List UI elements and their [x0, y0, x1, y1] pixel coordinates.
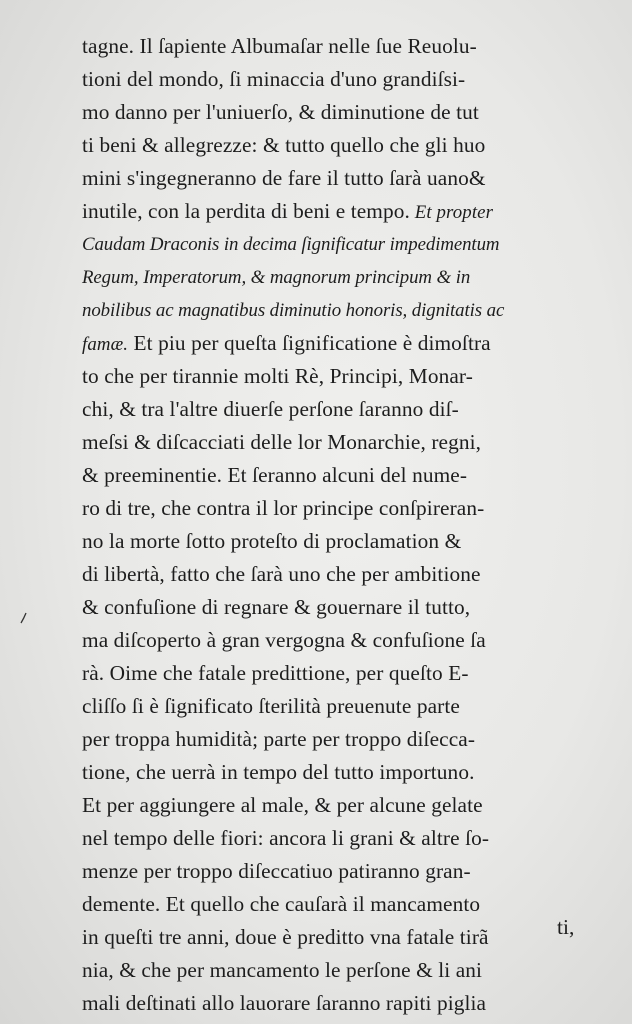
roman-segment: Et piu per queſta ſignificatione è dimoſtra — [128, 331, 491, 355]
text-line: chi, & tra l'altre diuerſe perſone ſaranno diſ- — [82, 397, 459, 421]
text-line: demente. Et quello che cauſarà il mancamento — [82, 892, 481, 916]
text-line: per troppa humidità; parte per troppo diſecca- — [82, 727, 476, 751]
latin-italic-line: nobilibus ac magnatibus diminutio honoris, dignitatis ac — [82, 300, 505, 321]
catchword: ti, — [557, 915, 575, 939]
latin-italic-line: Regum, Imperatorum, & magnorum principum & in — [82, 267, 471, 288]
text-line — [82, 195, 598, 228]
text-line: di libertà, fatto che ſarà uno che per ambitione — [82, 562, 481, 586]
text-line: to che per tirannie molti Rè, Principi, Monar- — [82, 364, 473, 388]
roman-segment: inutile, con la perdita di beni e tempo. — [82, 199, 410, 223]
ink-mark — [20, 612, 28, 624]
text-line: no la morte ſotto proteſto di proclamation & — [82, 529, 462, 553]
text-line: mo danno per l'uniuerſo, & diminutione de tut — [82, 100, 479, 124]
latin-italic-line: Caudam Draconis in decima ſignificatur impedimentum — [82, 234, 500, 255]
text-line: nia, & che per mancamento le perſone & li ani — [82, 958, 483, 982]
text-line: ma diſcoperto à gran vergogna & confuſione ſa — [82, 628, 486, 652]
text-line: nel tempo delle fiori: ancora li grani & altre ſo- — [82, 826, 490, 850]
text-line: ti beni & allegrezze: & tutto quello che gli huo — [82, 133, 486, 157]
text-line: tione, che uerrà in tempo del tutto importuno. — [82, 760, 475, 784]
text-line: mini s'ingegneranno de fare il tutto ſarà uano& — [82, 166, 486, 190]
text-line: mali deſtinati allo lauorare ſaranno rapiti piglia — [82, 991, 487, 1015]
text-line: in queſti tre anni, doue è predittо vna fatale tirã — [82, 925, 489, 949]
text-line: cliſſo ſi è ſignificato ſterilità preuenute parte — [82, 694, 460, 718]
text-line: Et per aggiungere al male, & per alcune gelate — [82, 793, 483, 817]
text-line: tagne. Il ſapiente Albumaſar nelle ſue Reuolu- — [82, 34, 477, 58]
text-line — [82, 327, 598, 360]
text-line: meſsi & diſcacciati delle lor Monarchie, regni, — [82, 430, 482, 454]
text-line: rà. Oime che fatale predittione, per queſto E- — [82, 661, 469, 685]
body-text — [82, 30, 602, 1020]
text-line: ro di tre, che contra il lor principe conſpireran- — [82, 496, 485, 520]
text-line: & confuſione di regnare & gouernare il tutto, — [82, 595, 471, 619]
latin-italic-segment: famæ. — [82, 334, 129, 355]
text-line: tioni del mondo, ſi minaccia d'uno grandiſsi- — [82, 67, 466, 91]
text-line: & preeminentie. Et ſeranno alcuni del nume- — [82, 463, 468, 487]
text-line: menze per troppo diſeccatiuo patiranno gran- — [82, 859, 471, 883]
latin-italic-segment: Et propter — [409, 202, 494, 223]
